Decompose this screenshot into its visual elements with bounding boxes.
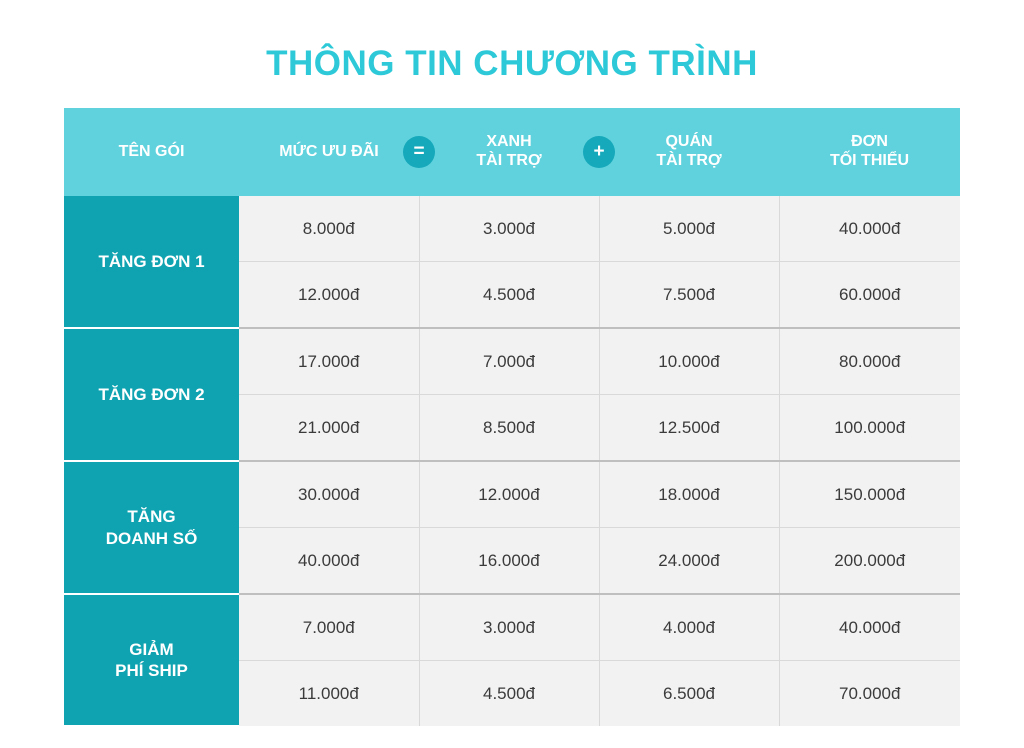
plus-icon: + (583, 136, 615, 168)
equals-icon: = (403, 136, 435, 168)
table-cell: 16.000đ (419, 528, 599, 595)
table-cell: 10.000đ (599, 328, 779, 395)
table-cell: 8.000đ (239, 196, 419, 262)
table-cell: 4.500đ (419, 661, 599, 727)
table-cell: 24.000đ (599, 528, 779, 595)
package-name-cell: GIẢM PHÍ SHIP (64, 594, 239, 726)
package-name-cell: TĂNG ĐƠN 1 (64, 196, 239, 328)
table-row (64, 328, 960, 395)
table-cell: 40.000đ (779, 594, 960, 661)
page-title: THÔNG TIN CHƯƠNG TRÌNH (266, 44, 758, 83)
table-cell: 30.000đ (239, 461, 419, 528)
table-cell: 150.000đ (779, 461, 960, 528)
table-cell: 8.500đ (419, 395, 599, 462)
table-cell: 3.000đ (419, 196, 599, 262)
table-cell: 7.000đ (419, 328, 599, 395)
table-cell: 80.000đ (779, 328, 960, 395)
table-cell: 18.000đ (599, 461, 779, 528)
table-cell: 40.000đ (779, 196, 960, 262)
table-cell: 12.000đ (239, 262, 419, 329)
column-header-min-order: ĐƠN TỐI THIỂU (779, 108, 960, 196)
pricing-table (64, 108, 960, 727)
column-header-xanh-sponsor: XANH TÀI TRỢ + (419, 108, 599, 196)
table-header (64, 108, 960, 196)
table-body (64, 196, 960, 726)
table-cell: 7.500đ (599, 262, 779, 329)
table-row (64, 461, 960, 528)
table-cell: 200.000đ (779, 528, 960, 595)
package-name-cell: TĂNG ĐƠN 2 (64, 328, 239, 461)
table-cell: 21.000đ (239, 395, 419, 462)
table-cell: 3.000đ (419, 594, 599, 661)
table-cell: 70.000đ (779, 661, 960, 727)
table-cell: 6.500đ (599, 661, 779, 727)
table-cell: 100.000đ (779, 395, 960, 462)
table-cell: 12.000đ (419, 461, 599, 528)
package-name-cell: TĂNG DOANH SỐ (64, 461, 239, 594)
pricing-table-container (64, 108, 960, 727)
table-cell: 40.000đ (239, 528, 419, 595)
table-cell: 11.000đ (239, 661, 419, 727)
column-header-discount-level: MỨC ƯU ĐÃI = (239, 108, 419, 196)
column-header-package-name: TÊN GÓI (64, 108, 239, 196)
table-cell: 7.000đ (239, 594, 419, 661)
table-cell: 4.000đ (599, 594, 779, 661)
column-header-quan-sponsor: QUÁN TÀI TRỢ (599, 108, 779, 196)
table-row (64, 594, 960, 661)
table-header-row (64, 108, 960, 196)
table-cell: 60.000đ (779, 262, 960, 329)
table-cell: 12.500đ (599, 395, 779, 462)
table-row (64, 196, 960, 262)
table-cell: 17.000đ (239, 328, 419, 395)
table-cell: 5.000đ (599, 196, 779, 262)
table-cell: 4.500đ (419, 262, 599, 329)
